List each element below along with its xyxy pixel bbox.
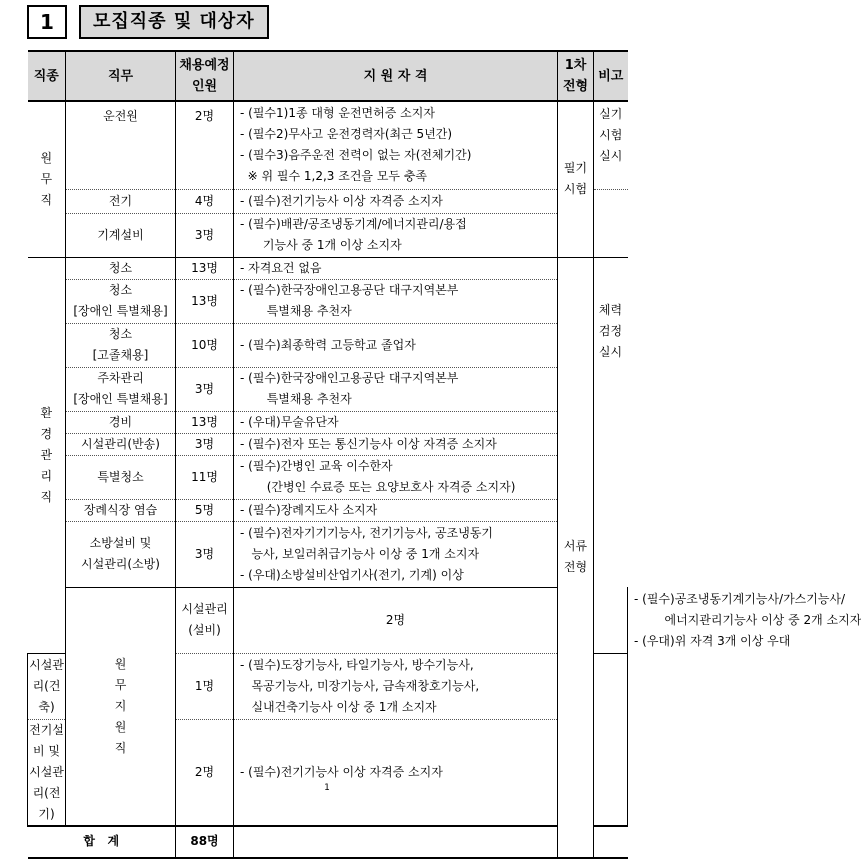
job-cell: 청소 [장애인 특별채용] [66,279,176,323]
header-first-stage: 1차 전형 [558,51,594,101]
total-count: 88명 [176,826,234,858]
qual-cell: - (필수)배관/공조냉동기계/에너지관리/용접 기능사 중 1개 이상 소지자 [234,213,558,257]
qual-cell: - 자격요건 없음 [234,257,558,279]
qual-cell: - (필수)전기기능사 이상 자격증 소지자 [234,719,558,826]
count-cell: 3명 [176,367,234,411]
job-cell: 특별청소 [66,455,176,499]
count-cell: 11명 [176,455,234,499]
count-cell: 10명 [176,323,234,367]
table-row [28,521,628,587]
table-row [28,257,628,279]
total-blank [234,826,628,858]
job-cell: 청소 [고졸채용] [66,323,176,367]
category-cell: 환 경 관 리 직 [28,257,66,653]
table-row [28,367,628,411]
count-cell: 2명 [176,101,234,189]
table-row [28,101,628,189]
job-cell: 전기 [66,189,176,213]
category-cell: 원 무 지 원 직 [66,587,176,826]
table-row [28,455,628,499]
job-cell: 소방설비 및 시설관리(소방) [66,521,176,587]
table-row: 원 무 지 원 직 시설관리(설비) 2명 - (필수)공조냉동기계기능사/가스기능사/ 에너지관리기능사 이상 중 2개 소지자 - (우대)위 자격 3개 이상 우대 [28,587,628,653]
category-cell: 원 무 직 [28,101,66,257]
qual-cell: - (필수)최종학력 고등학교 졸업자 [234,323,558,367]
job-cell: 운전원 [66,101,176,189]
count-cell: 13명 [176,257,234,279]
count-cell: 3명 [176,213,234,257]
job-cell: 전기설비 및 시설관리(전기) [28,719,66,826]
qual-cell: - (필수)간병인 교육 이수한자 (간병인 수료증 또는 요양보호사 자격증 소지자) [234,455,558,499]
header-remarks: 비고 [594,51,628,101]
qual-cell: - (우대)무술유단자 [234,411,558,433]
table-row [28,279,628,323]
count-cell: 5명 [176,499,234,521]
section-title: 모집직종 및 대상자 [79,5,269,39]
recruitment-table [27,50,861,859]
job-cell: 청소 [66,257,176,279]
table-row [28,499,628,521]
job-cell: 시설관리(반송) [66,433,176,455]
table-row [28,189,628,213]
job-cell: 기계설비 [66,213,176,257]
remarks-cell [594,189,628,257]
section-number: 1 [27,5,67,39]
qual-cell: - (필수)도장기능사, 타일기능사, 방수기능사, 목공기능사, 미장기능사, 금속재창호기능사, 실내건축기능사 이상 중 1개 소지자 [234,653,558,719]
qual-cell: - (필수)전기기능사 이상 자격증 소지자 [234,189,558,213]
job-cell: 경비 [66,411,176,433]
qual-cell: - (필수1)1종 대형 운전면허증 소지자 - (필수2)무사고 운전경력자(최근 5년간) - (필수3)음주운전 전력이 없는 자(전체기간) ※ 위 필수 1,2,3 조건을 모두 충족 [234,101,558,189]
qual-cell: - (필수)장례지도사 소지자 [234,499,558,521]
job-cell: 시설관리(설비) [176,587,234,653]
header-job: 직무 [66,51,176,101]
count-cell: 3명 [176,521,234,587]
count-cell: 1명 [176,653,234,719]
count-cell: 3명 [176,433,234,455]
total-row [28,826,628,858]
screening-cell: 필기 시험 [558,101,594,257]
table-row [28,411,628,433]
header-planned: 채용예정 인원 [176,51,234,101]
count-cell: 2명 [234,587,558,653]
total-label: 합 계 [28,826,176,858]
qual-cell: - (필수)한국장애인고용공단 대구지역본부 특별채용 추천자 [234,367,558,411]
table-row [28,433,628,455]
table-row [28,213,628,257]
remarks-cell: 실기 시험 실시 [594,101,628,189]
job-cell: 장례식장 염습 [66,499,176,521]
count-cell: 13명 [176,411,234,433]
screening-cell: 서류 전형 [558,257,594,858]
section-heading [27,5,297,39]
count-cell: 4명 [176,189,234,213]
count-cell: 13명 [176,279,234,323]
header-qualifications: 지 원 자 격 [234,51,558,101]
count-cell: 2명 [176,719,234,826]
qual-cell: - (필수)전자 또는 통신기능사 이상 자격증 소지자 [234,433,558,455]
header-category: 직종 [28,51,66,101]
table-row [28,323,628,367]
qual-cell: - (필수)전자기기기능사, 전기기능사, 공조냉동기 능사, 보일러취급기능사 이상 중 1개 소지자 - (우대)소방설비산업기사(전기, 기계) 이상 [234,521,558,587]
job-cell: 시설관리(건축) [28,653,66,719]
header-row [28,51,628,101]
qual-cell: - (필수)한국장애인고용공단 대구지역본부 특별채용 추천자 [234,279,558,323]
remarks-cell: 체력 검정 실시 [594,257,628,653]
page-number: 1 [324,783,330,793]
job-cell: 주차관리 [장애인 특별채용] [66,367,176,411]
